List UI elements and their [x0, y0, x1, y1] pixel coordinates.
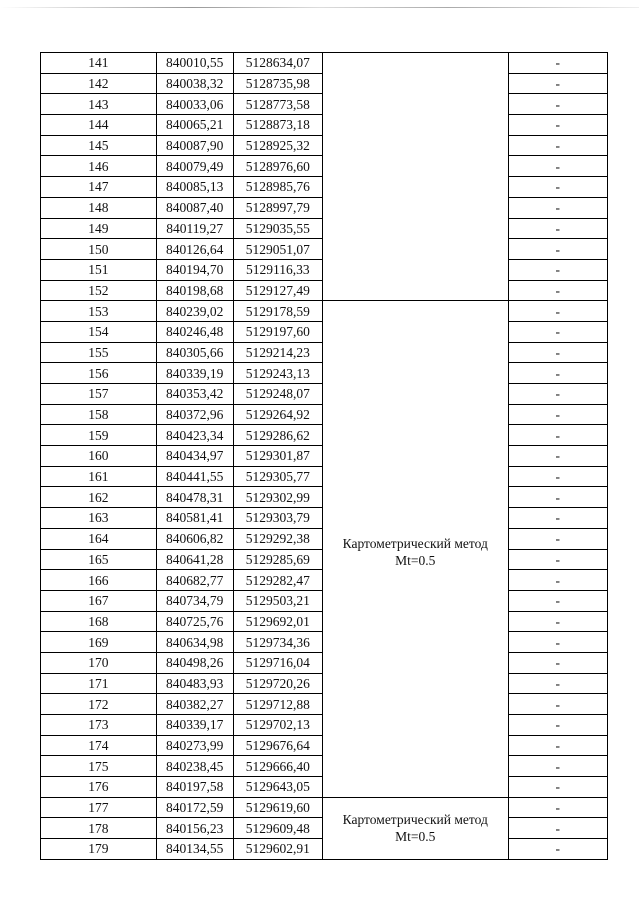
- y-coordinate-cell: 5129127,49: [233, 280, 322, 301]
- note-cell: -: [508, 673, 607, 694]
- point-number-cell: 156: [41, 363, 157, 384]
- y-coordinate-cell: 5129286,62: [233, 425, 322, 446]
- point-number-cell: 177: [41, 797, 157, 818]
- point-number-cell: 171: [41, 673, 157, 694]
- note-cell: -: [508, 818, 607, 839]
- scan-top-edge: [0, 7, 639, 8]
- note-cell: -: [508, 404, 607, 425]
- point-number-cell: 145: [41, 135, 157, 156]
- x-coordinate-cell: 840087,90: [156, 135, 233, 156]
- note-cell: -: [508, 777, 607, 798]
- note-cell: -: [508, 156, 607, 177]
- note-cell: -: [508, 466, 607, 487]
- x-coordinate-cell: 840065,21: [156, 115, 233, 136]
- y-coordinate-cell: 5129248,07: [233, 384, 322, 405]
- y-coordinate-cell: 5129619,60: [233, 797, 322, 818]
- note-cell: -: [508, 384, 607, 405]
- y-coordinate-cell: 5129720,26: [233, 673, 322, 694]
- note-cell: -: [508, 528, 607, 549]
- y-coordinate-cell: 5129676,64: [233, 735, 322, 756]
- x-coordinate-cell: 840372,96: [156, 404, 233, 425]
- note-cell: -: [508, 94, 607, 115]
- note-cell: -: [508, 570, 607, 591]
- note-cell: -: [508, 756, 607, 777]
- y-coordinate-cell: 5129702,13: [233, 715, 322, 736]
- point-number-cell: 178: [41, 818, 157, 839]
- x-coordinate-cell: 840634,98: [156, 632, 233, 653]
- point-number-cell: 170: [41, 652, 157, 673]
- x-coordinate-cell: 840273,99: [156, 735, 233, 756]
- x-coordinate-cell: 840134,55: [156, 839, 233, 860]
- coordinates-table-body: [41, 53, 608, 860]
- point-number-cell: 164: [41, 528, 157, 549]
- x-coordinate-cell: 840434,97: [156, 446, 233, 467]
- y-coordinate-cell: 5129602,91: [233, 839, 322, 860]
- y-coordinate-cell: 5129035,55: [233, 218, 322, 239]
- y-coordinate-cell: 5128873,18: [233, 115, 322, 136]
- note-cell: -: [508, 590, 607, 611]
- point-number-cell: 175: [41, 756, 157, 777]
- note-cell: -: [508, 611, 607, 632]
- x-coordinate-cell: 840339,19: [156, 363, 233, 384]
- x-coordinate-cell: 840382,27: [156, 694, 233, 715]
- method-cell: [322, 53, 508, 301]
- x-coordinate-cell: 840126,64: [156, 239, 233, 260]
- x-coordinate-cell: 840172,59: [156, 797, 233, 818]
- y-coordinate-cell: 5128985,76: [233, 177, 322, 198]
- point-number-cell: 159: [41, 425, 157, 446]
- point-number-cell: 176: [41, 777, 157, 798]
- point-number-cell: 162: [41, 487, 157, 508]
- note-cell: -: [508, 259, 607, 280]
- point-number-cell: 144: [41, 115, 157, 136]
- note-cell: -: [508, 735, 607, 756]
- x-coordinate-cell: 840033,06: [156, 94, 233, 115]
- note-cell: -: [508, 135, 607, 156]
- point-number-cell: 174: [41, 735, 157, 756]
- x-coordinate-cell: 840725,76: [156, 611, 233, 632]
- x-coordinate-cell: 840641,28: [156, 549, 233, 570]
- point-number-cell: 146: [41, 156, 157, 177]
- note-cell: -: [508, 363, 607, 384]
- y-coordinate-cell: 5129301,87: [233, 446, 322, 467]
- table-row: [41, 53, 608, 74]
- y-coordinate-cell: 5129243,13: [233, 363, 322, 384]
- point-number-cell: 172: [41, 694, 157, 715]
- y-coordinate-cell: 5129666,40: [233, 756, 322, 777]
- method-text: Картометрический метод: [342, 536, 488, 551]
- y-coordinate-cell: 5129197,60: [233, 321, 322, 342]
- point-number-cell: 149: [41, 218, 157, 239]
- method-cell: [322, 301, 508, 798]
- point-number-cell: 173: [41, 715, 157, 736]
- y-coordinate-cell: 5129292,38: [233, 528, 322, 549]
- point-number-cell: 148: [41, 197, 157, 218]
- note-cell: -: [508, 632, 607, 653]
- y-coordinate-cell: 5129609,48: [233, 818, 322, 839]
- note-cell: -: [508, 487, 607, 508]
- x-coordinate-cell: 840734,79: [156, 590, 233, 611]
- method-cell: [322, 797, 508, 859]
- point-number-cell: 163: [41, 508, 157, 529]
- y-coordinate-cell: 5129303,79: [233, 508, 322, 529]
- y-coordinate-cell: 5129214,23: [233, 342, 322, 363]
- y-coordinate-cell: 5129716,04: [233, 652, 322, 673]
- x-coordinate-cell: 840238,45: [156, 756, 233, 777]
- note-cell: -: [508, 342, 607, 363]
- note-cell: -: [508, 694, 607, 715]
- y-coordinate-cell: 5129692,01: [233, 611, 322, 632]
- point-number-cell: 160: [41, 446, 157, 467]
- note-cell: -: [508, 446, 607, 467]
- point-number-cell: 165: [41, 549, 157, 570]
- x-coordinate-cell: 840246,48: [156, 321, 233, 342]
- note-cell: -: [508, 53, 607, 74]
- point-number-cell: 157: [41, 384, 157, 405]
- point-number-cell: 147: [41, 177, 157, 198]
- x-coordinate-cell: 840119,27: [156, 218, 233, 239]
- y-coordinate-cell: 5129302,99: [233, 487, 322, 508]
- point-number-cell: 167: [41, 590, 157, 611]
- note-cell: -: [508, 321, 607, 342]
- x-coordinate-cell: 840010,55: [156, 53, 233, 74]
- x-coordinate-cell: 840156,23: [156, 818, 233, 839]
- note-cell: -: [508, 115, 607, 136]
- y-coordinate-cell: 5128997,79: [233, 197, 322, 218]
- x-coordinate-cell: 840087,40: [156, 197, 233, 218]
- table-row: [41, 797, 608, 818]
- note-cell: -: [508, 425, 607, 446]
- point-number-cell: 166: [41, 570, 157, 591]
- x-coordinate-cell: 840339,17: [156, 715, 233, 736]
- y-coordinate-cell: 5129178,59: [233, 301, 322, 322]
- method-text: Картометрический метод: [342, 812, 488, 828]
- coordinates-table: [40, 52, 608, 860]
- y-coordinate-cell: 5128925,32: [233, 135, 322, 156]
- point-number-cell: 141: [41, 53, 157, 74]
- accuracy-text: Mt=0.5: [395, 553, 436, 568]
- y-coordinate-cell: 5128634,07: [233, 53, 322, 74]
- y-coordinate-cell: 5129712,88: [233, 694, 322, 715]
- y-coordinate-cell: 5129734,36: [233, 632, 322, 653]
- point-number-cell: 151: [41, 259, 157, 280]
- point-number-cell: 179: [41, 839, 157, 860]
- x-coordinate-cell: 840483,93: [156, 673, 233, 694]
- note-cell: -: [508, 197, 607, 218]
- note-cell: -: [508, 549, 607, 570]
- x-coordinate-cell: 840581,41: [156, 508, 233, 529]
- y-coordinate-cell: 5129051,07: [233, 239, 322, 260]
- y-coordinate-cell: 5128976,60: [233, 156, 322, 177]
- x-coordinate-cell: 840682,77: [156, 570, 233, 591]
- y-coordinate-cell: 5129503,21: [233, 590, 322, 611]
- x-coordinate-cell: 840478,31: [156, 487, 233, 508]
- note-cell: -: [508, 177, 607, 198]
- note-cell: -: [508, 652, 607, 673]
- point-number-cell: 142: [41, 73, 157, 94]
- y-coordinate-cell: 5129305,77: [233, 466, 322, 487]
- note-cell: -: [508, 839, 607, 860]
- point-number-cell: 153: [41, 301, 157, 322]
- note-cell: -: [508, 715, 607, 736]
- x-coordinate-cell: 840353,42: [156, 384, 233, 405]
- point-number-cell: 169: [41, 632, 157, 653]
- point-number-cell: 155: [41, 342, 157, 363]
- x-coordinate-cell: 840038,32: [156, 73, 233, 94]
- y-coordinate-cell: 5128773,58: [233, 94, 322, 115]
- y-coordinate-cell: 5129116,33: [233, 259, 322, 280]
- x-coordinate-cell: 840606,82: [156, 528, 233, 549]
- point-number-cell: 154: [41, 321, 157, 342]
- note-cell: -: [508, 218, 607, 239]
- x-coordinate-cell: 840423,34: [156, 425, 233, 446]
- y-coordinate-cell: 5129285,69: [233, 549, 322, 570]
- note-cell: -: [508, 73, 607, 94]
- x-coordinate-cell: 840079,49: [156, 156, 233, 177]
- x-coordinate-cell: 840197,58: [156, 777, 233, 798]
- note-cell: -: [508, 280, 607, 301]
- x-coordinate-cell: 840085,13: [156, 177, 233, 198]
- x-coordinate-cell: 840239,02: [156, 301, 233, 322]
- y-coordinate-cell: 5129643,05: [233, 777, 322, 798]
- note-cell: -: [508, 239, 607, 260]
- note-cell: -: [508, 797, 607, 818]
- point-number-cell: 150: [41, 239, 157, 260]
- point-number-cell: 168: [41, 611, 157, 632]
- point-number-cell: 158: [41, 404, 157, 425]
- note-cell: -: [508, 301, 607, 322]
- table-row: [41, 301, 608, 322]
- point-number-cell: 152: [41, 280, 157, 301]
- accuracy-text: Mt=0.5: [395, 829, 436, 845]
- x-coordinate-cell: 840198,68: [156, 280, 233, 301]
- point-number-cell: 143: [41, 94, 157, 115]
- point-number-cell: 161: [41, 466, 157, 487]
- y-coordinate-cell: 5129264,92: [233, 404, 322, 425]
- x-coordinate-cell: 840441,55: [156, 466, 233, 487]
- y-coordinate-cell: 5129282,47: [233, 570, 322, 591]
- note-cell: -: [508, 508, 607, 529]
- y-coordinate-cell: 5128735,98: [233, 73, 322, 94]
- x-coordinate-cell: 840305,66: [156, 342, 233, 363]
- x-coordinate-cell: 840194,70: [156, 259, 233, 280]
- x-coordinate-cell: 840498,26: [156, 652, 233, 673]
